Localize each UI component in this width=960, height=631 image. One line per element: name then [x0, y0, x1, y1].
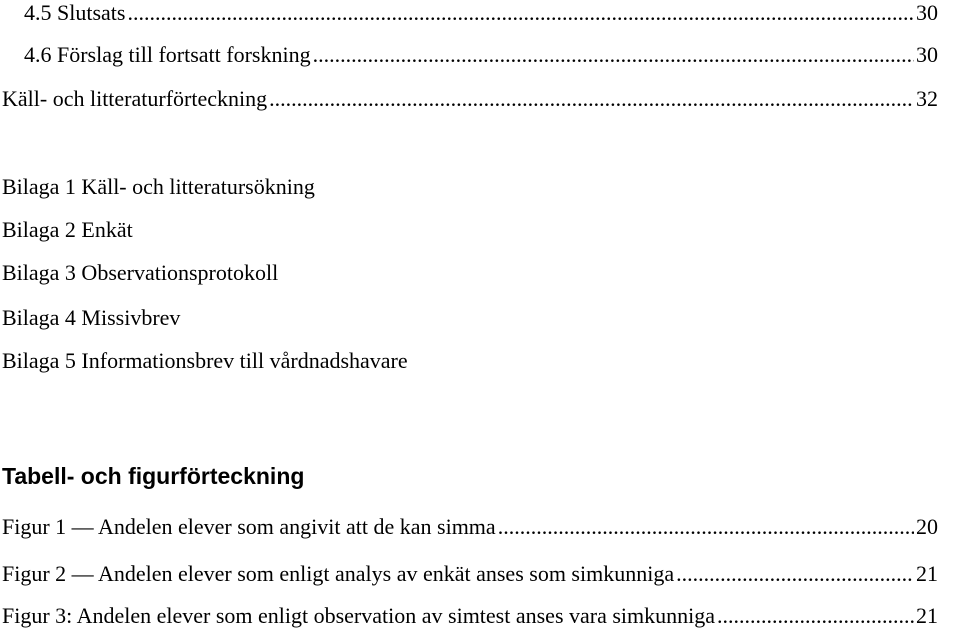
- figure-page-number: 20: [916, 514, 938, 539]
- toc-entry-label: Käll- och litteraturförteckning: [2, 86, 268, 111]
- toc-entry-slutsats[interactable]: [24, 0, 938, 26]
- figure-page-number: 21: [916, 561, 938, 586]
- figure-leader-dots: [717, 603, 914, 629]
- figure-entry-1[interactable]: [2, 514, 938, 540]
- figure-entry-label: Figur 3: Andelen elever som enligt observation av simtest anses vara simkunniga: [2, 603, 716, 628]
- figure-entry-3[interactable]: [2, 603, 938, 629]
- toc-leader-dots: [269, 86, 914, 112]
- appendix-item-4: Bilaga 4 Missivbrev: [2, 305, 181, 330]
- figure-list-heading: Tabell- och figurförteckning: [2, 463, 305, 489]
- toc-leader-dots: [127, 0, 914, 26]
- appendix-item-3: Bilaga 3 Observationsprotokoll: [2, 260, 279, 285]
- toc-entry-forslag[interactable]: [24, 42, 938, 68]
- toc-page-number: 30: [916, 42, 938, 67]
- figure-entry-label: Figur 2 — Andelen elever som enligt analys av enkät anses som simkunniga: [2, 561, 675, 586]
- toc-entry-kallor[interactable]: [2, 86, 938, 112]
- toc-page-number: 32: [916, 86, 938, 111]
- figure-entry-label: Figur 1 — Andelen elever som angivit att de kan simma: [2, 514, 496, 539]
- toc-leader-dots: [313, 42, 914, 68]
- toc-page-number: 30: [916, 0, 938, 25]
- toc-entry-label: 4.5 Slutsats: [24, 0, 126, 25]
- figure-entry-2[interactable]: [2, 561, 938, 587]
- figure-page-number: 21: [916, 603, 938, 628]
- figure-leader-dots: [676, 561, 914, 587]
- appendix-item-5: Bilaga 5 Informationsbrev till vårdnadshavare: [2, 348, 408, 373]
- figure-leader-dots: [498, 514, 914, 540]
- toc-entry-label: 4.6 Förslag till fortsatt forskning: [24, 42, 311, 67]
- appendix-item-1: Bilaga 1 Käll- och litteratursökning: [2, 174, 315, 199]
- appendix-item-2: Bilaga 2 Enkät: [2, 217, 133, 242]
